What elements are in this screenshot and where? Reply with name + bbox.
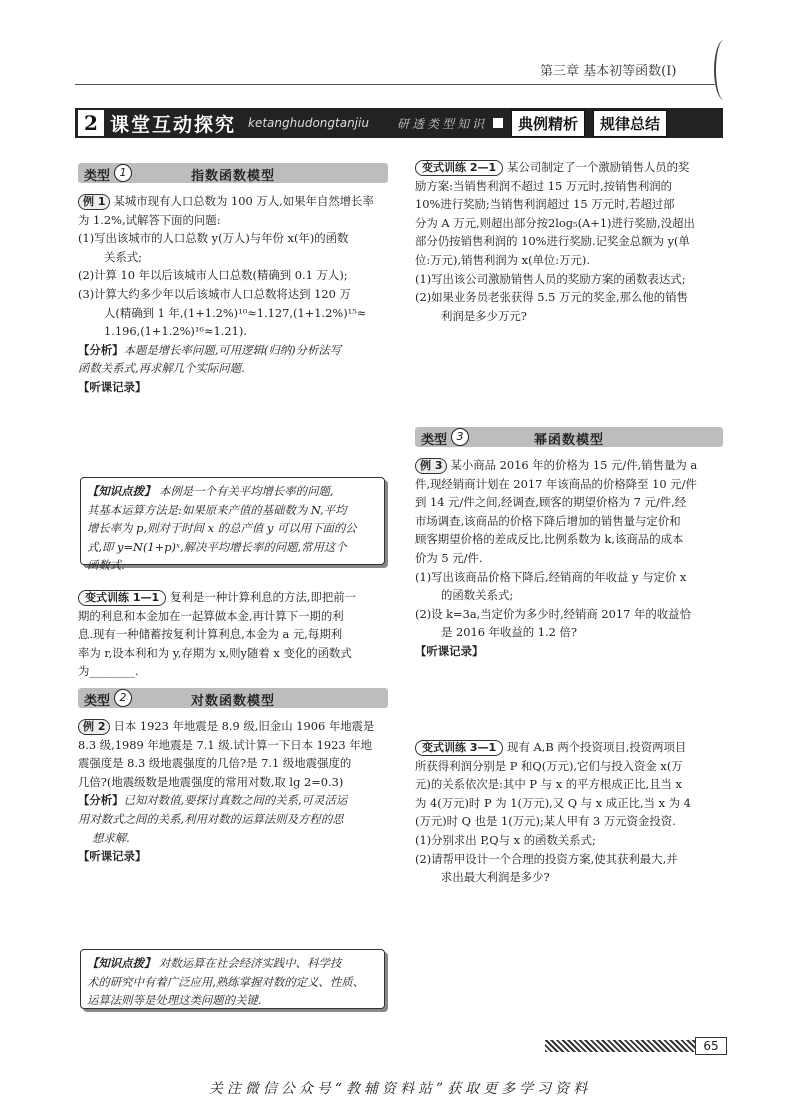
section-banner xyxy=(75,108,723,138)
variant-text: 复利是一种计算利息的方法,即把前一 xyxy=(170,590,357,604)
example-stem: 某小商品 2016 年的价格为 15 元/件,销售量为 a xyxy=(450,458,698,472)
footer-stripe-decoration xyxy=(545,1040,695,1052)
variant-text: 为________. xyxy=(78,664,139,679)
analysis-text: 想求解. xyxy=(92,830,130,845)
question-2: 是 2016 年收益的 1.2 倍? xyxy=(441,625,578,640)
analysis-text: 本题是增长率问题,可用逻辑(归纳)分析法写 xyxy=(123,342,342,357)
section-pinyin: ketanghudongtanjiu xyxy=(248,116,369,130)
tip-text: 术的研究中有着广泛应用,熟练掌握对数的定义、性质、 xyxy=(87,974,364,989)
variant-1-1 xyxy=(78,588,393,681)
analysis-text: 已知对数值,要探讨真数之间的关系,可灵活运 xyxy=(123,793,348,808)
variant-text: 息.现有一种储蓄按复利计算利息,本金为 a 元,每期利 xyxy=(78,627,343,642)
example-3 xyxy=(415,456,727,661)
tip-text: 增长率为 p,则对于时间 x 的总产值 y 可以用下面的公 xyxy=(87,521,357,536)
page-number: 65 xyxy=(695,1037,727,1055)
tip-text: 对数运算在社会经济实践中、科学技 xyxy=(158,956,342,970)
variant-2-1 xyxy=(415,158,727,325)
section-title: 课堂互动探究 xyxy=(110,113,237,136)
analysis-label: 【分析】 xyxy=(78,793,124,808)
section-slogan: 研透类型知识 xyxy=(396,116,487,131)
question-3: 人(精确到 1 年,(1+1.2%)¹⁰≈1.127,(1+1.2%)¹⁵≈ xyxy=(104,305,367,320)
analysis-label: 【分析】 xyxy=(78,342,124,357)
question-1: (1)分别求出 P,Q与 x 的函数关系式; xyxy=(415,832,596,847)
type-label: 类型 xyxy=(421,433,448,448)
example-tag: 例 1 xyxy=(78,194,110,210)
example-stem: 几倍?(地震级数是地震强度的常用对数,取 lg 2=0.3) xyxy=(78,774,344,789)
tip-label: 【知识点拨】 xyxy=(87,484,156,498)
footer-note: 关注微信公众号“教辅资料站”获取更多学习资料 xyxy=(208,1081,592,1097)
question-2: (2)计算 10 年以后该城市人口总数(精确到 0.1 万人); xyxy=(78,268,348,283)
variant-tag: 变式训练 1—1 xyxy=(78,590,166,606)
variant-text: 分为 A 万元,则超出部分按2log₅(A+1)进行奖励,没超出 xyxy=(415,215,695,230)
tip-text: 其基本运算方法是:如果原来产值的基础数为 N,平均 xyxy=(87,502,347,517)
variant-text: 位:万元),销售利润为 x(单位:万元). xyxy=(415,252,590,267)
tip-text: 式,即 y=N(1+p)ˣ,解决平均增长率的问题,常用这个 xyxy=(87,539,347,554)
header-curve-decoration xyxy=(714,40,734,100)
chapter-title: 第三章 基本初等函数(Ⅰ) xyxy=(540,64,677,79)
type-1-header xyxy=(78,163,388,183)
knowledge-tip-1 xyxy=(80,477,385,573)
variant-text: 励方案:当销售利润不超过 15 万元时,按销售利润的 xyxy=(415,178,673,193)
banner-tag-examples: 典例精析 xyxy=(511,110,585,137)
type-label: 类型 xyxy=(84,694,111,709)
question-2: (2)设 k=3a,当定价为多少时,经销商 2017 年的收益恰 xyxy=(415,606,691,621)
analysis-text: 函数关系式,再求解几个实际问题. xyxy=(78,361,245,376)
question-2: 利润是多少万元? xyxy=(441,308,527,323)
tip-text: 函数式. xyxy=(87,558,125,573)
variant-text: 所获得利润分别是 P 和Q(万元),它们与投入资金 x(万 xyxy=(415,758,683,773)
question-2: 求出最大利润是多少? xyxy=(441,870,550,885)
question-3: (3)计算大约多少年以后该城市人口总数将达到 120 万 xyxy=(78,286,351,301)
example-stem: 件,现经销商计划在 2017 年该商品的价格降至 10 元/件 xyxy=(415,476,697,491)
question-1: (1)写出该城市的人口总数 y(万人)与年份 x(年)的函数 xyxy=(78,231,349,246)
question-3: 1.196,(1+1.2%)¹⁶≈1.21). xyxy=(104,324,247,339)
variant-text: 某公司制定了一个激励销售人员的奖 xyxy=(507,160,690,174)
question-2: (2)请帮甲设计一个合理的投资方案,使其获利最大,并 xyxy=(415,851,678,866)
question-1: (1)写出该公司激励销售人员的奖励方案的函数表达式; xyxy=(415,271,686,286)
banner-tag-summary: 规律总结 xyxy=(593,110,667,137)
example-stem: 震强度是 8.3 级地震强度的几倍?是 7.1 级地震强度的 xyxy=(78,756,352,771)
example-stem: 为 1.2%,试解答下面的问题: xyxy=(78,212,221,227)
variant-3-1 xyxy=(415,738,727,887)
tip-text: 本例是一个有关平均增长率的问题, xyxy=(158,484,334,498)
knowledge-tip-2 xyxy=(80,949,385,1009)
header-divider xyxy=(75,84,715,85)
type-label: 类型 xyxy=(84,169,111,184)
type-number: 2 xyxy=(114,689,132,707)
variant-text: (万元)时 Q 也是 1(万元);某人甲有 3 万元资金投资. xyxy=(415,814,676,829)
section-number: 2 xyxy=(78,110,104,136)
example-stem: 到 14 元/件之间,经调查,顾客的期望价格为 7 元/件,经 xyxy=(415,495,687,510)
example-stem: 价为 5 元/件. xyxy=(415,550,483,565)
example-tag: 例 3 xyxy=(415,458,447,474)
analysis-text: 用对数式之间的关系,利用对数的运算法则及方程的思 xyxy=(78,811,344,826)
question-1: 的函数关系式; xyxy=(441,588,514,603)
variant-text: 部分仍按销售利润的 10%进行奖励.记奖金总额为 y(单 xyxy=(415,234,690,249)
question-2: (2)如果业务员老张获得 5.5 万元的奖金,那么他的销售 xyxy=(415,290,688,305)
question-1: 关系式; xyxy=(104,249,143,264)
type-title: 对数函数模型 xyxy=(190,694,275,709)
example-2 xyxy=(78,717,393,866)
example-stem: 市场调查,该商品的价格下降后增加的销售量与定价和 xyxy=(415,513,681,528)
variant-text: 10%进行奖励;当销售利润超过 15 万元时,若超过部 xyxy=(415,197,675,212)
type-number: 1 xyxy=(114,164,132,182)
listening-record-label: 【听课记录】 xyxy=(415,643,484,658)
listening-record-label: 【听课记录】 xyxy=(78,849,147,864)
example-stem: 日本 1923 年地震是 8.9 级,旧金山 1906 年地震是 xyxy=(113,719,375,733)
tip-text: 运算法则等是处理这类问题的关键. xyxy=(87,993,262,1008)
variant-tag: 变式训练 2—1 xyxy=(415,160,503,176)
variant-text: 为 4(万元)时 P 为 1(万元),又 Q 与 x 成正比,当 x 为 4 xyxy=(415,795,691,810)
example-stem: 8.3 级,1989 年地震是 7.1 级.试计算一下日本 1923 年地 xyxy=(78,737,373,752)
variant-text: 率为 r,设本利和为 y,存期为 x,则y随着 x 变化的函数式 xyxy=(78,645,352,660)
variant-text: 现有 A,B 两个投资项目,投资两项目 xyxy=(507,740,687,754)
variant-text: 元)的关系依次是:其中 P 与 x 的平方根成正比,且当 x xyxy=(415,777,682,792)
type-title: 指数函数模型 xyxy=(190,169,275,184)
variant-tag: 变式训练 3—1 xyxy=(415,740,503,756)
example-1 xyxy=(78,192,393,397)
listening-record-label: 【听课记录】 xyxy=(78,379,147,394)
example-stem: 某城市现有人口总数为 100 万人,如果年自然增长率 xyxy=(113,194,374,208)
type-title: 幂函数模型 xyxy=(533,433,604,448)
question-1: (1)写出该商品价格下降后,经销商的年收益 y 与定价 x xyxy=(415,569,687,584)
example-tag: 例 2 xyxy=(78,719,110,735)
type-number: 3 xyxy=(451,428,469,446)
type-2-header xyxy=(78,688,388,708)
type-3-header xyxy=(415,427,723,447)
tip-label: 【知识点拨】 xyxy=(87,956,156,970)
example-stem: 顾客期望价格的差成反比,比例系数为 k,该商品的成本 xyxy=(415,532,684,547)
banner-square-icon xyxy=(493,118,503,128)
variant-text: 期的利息和本金加在一起算做本金,再计算下一期的利 xyxy=(78,608,344,623)
